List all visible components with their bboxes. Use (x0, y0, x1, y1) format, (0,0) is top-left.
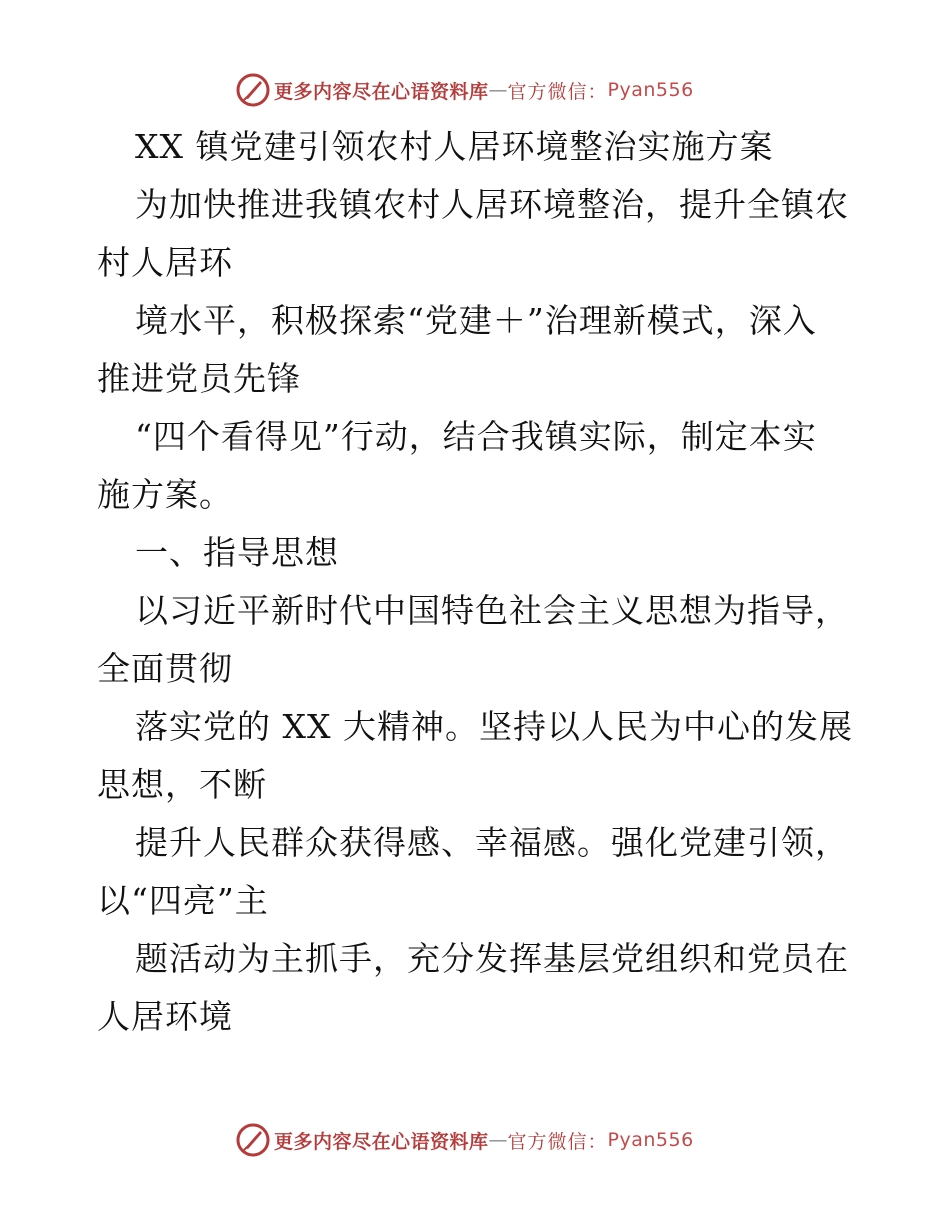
paragraph-line: 施方案。 (97, 475, 233, 514)
watermark-wechat-id: Pyan556 (607, 79, 694, 101)
quill-logo-icon (236, 1123, 270, 1157)
paragraph-line: 全面贯彻 (97, 649, 233, 688)
paragraph-line: 人居环境 (97, 997, 233, 1036)
paragraph-line: 思想，不断 (97, 765, 267, 804)
paragraph-line: 提升人民群众获得感、幸福感。强化党建引领， (135, 823, 849, 862)
watermark-main-text: 更多内容尽在心语资料库 (274, 1130, 489, 1153)
paragraph-line: 题活动为主抓手，充分发挥基层党组织和党员在 (135, 939, 849, 978)
document-title: XX 镇党建引领农村人居环境整治实施方案 (135, 127, 774, 166)
quill-logo-icon (236, 73, 270, 107)
section-heading: 一、指导思想 (135, 533, 339, 572)
paragraph-line: 境水平，积极探索“党建＋”治理新模式，深入 (135, 301, 817, 340)
header-watermark (236, 72, 694, 108)
watermark-wechat-label: 官方微信： (507, 80, 608, 103)
watermark-wechat-label: 官方微信： (507, 1130, 608, 1153)
paragraph-line: 以习近平新时代中国特色社会主义思想为指导， (135, 591, 849, 630)
watermark-wechat-id: Pyan556 (607, 1129, 694, 1151)
paragraph-line: 以“四亮”主 (97, 881, 269, 920)
footer-watermark (236, 1122, 694, 1158)
paragraph-line: “四个看得见”行动，结合我镇实际，制定本实 (135, 417, 817, 456)
document-body (97, 118, 857, 1046)
watermark-main-text: 更多内容尽在心语资料库 (274, 80, 489, 103)
paragraph-line: 推进党员先锋 (97, 359, 301, 398)
watermark-dash: — (488, 79, 508, 101)
paragraph-line: 村人居环 (97, 243, 233, 282)
paragraph-line: 落实党的 XX 大精神。坚持以人民为中心的发展 (135, 707, 853, 746)
paragraph-line: 为加快推进我镇农村人居环境整治，提升全镇农 (135, 185, 849, 224)
watermark-dash: — (488, 1129, 508, 1151)
